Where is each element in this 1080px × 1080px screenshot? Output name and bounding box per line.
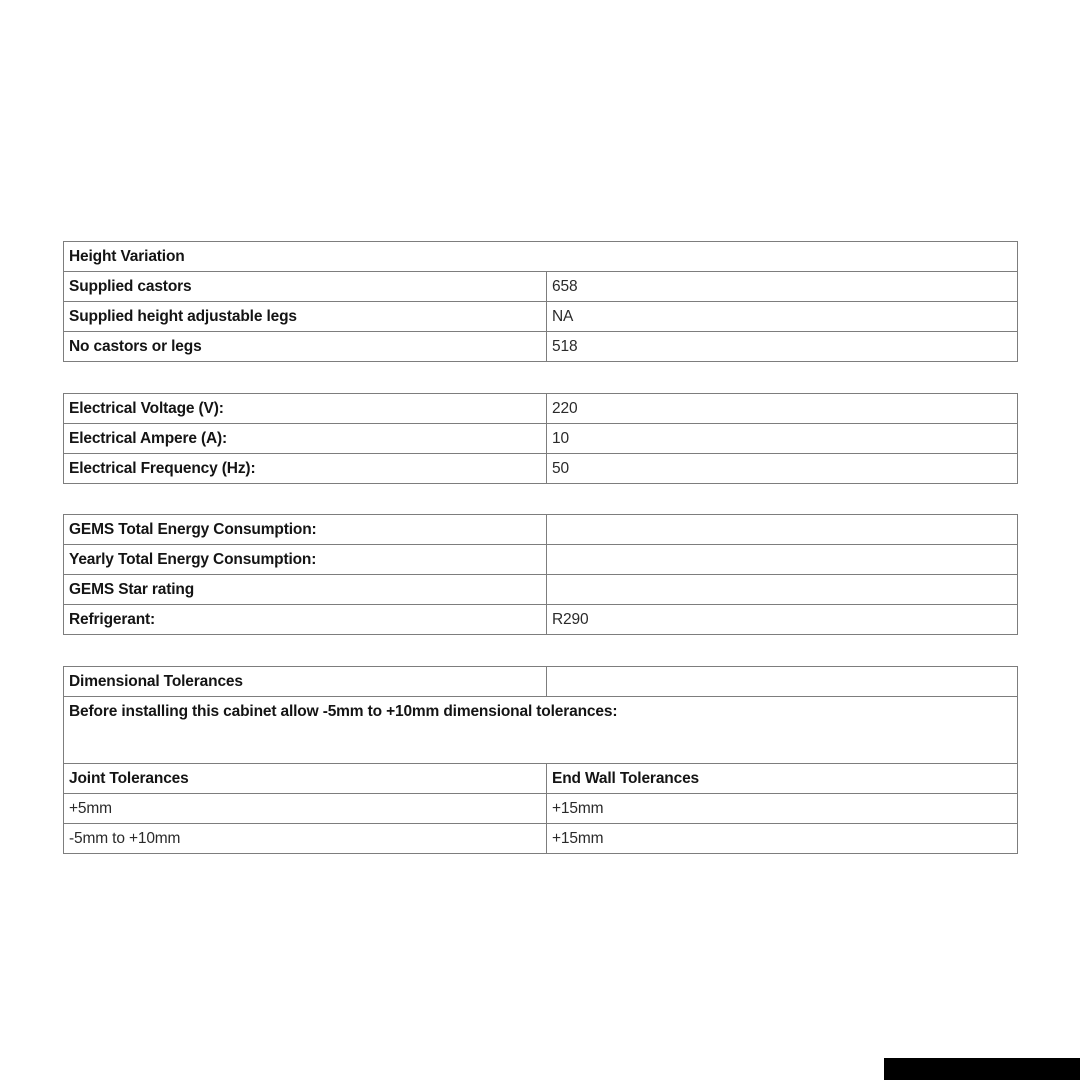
row-label: Supplied castors — [64, 272, 547, 302]
row-value: 50 — [547, 454, 1018, 484]
table-row — [64, 302, 1018, 332]
row-label: GEMS Star rating — [64, 575, 547, 605]
row-label: GEMS Total Energy Consumption: — [64, 515, 547, 545]
table-row — [64, 272, 1018, 302]
table-row — [64, 545, 1018, 575]
row-label: Electrical Ampere (A): — [64, 424, 547, 454]
row-label: No castors or legs — [64, 332, 547, 362]
row-value: 658 — [547, 272, 1018, 302]
table-row — [64, 667, 1018, 697]
row-value — [547, 545, 1018, 575]
electrical-table — [63, 393, 1018, 484]
end-wall-tolerance-value: +15mm — [547, 824, 1018, 854]
table-row — [64, 605, 1018, 635]
joint-tolerance-value: -5mm to +10mm — [64, 824, 547, 854]
row-label: Electrical Voltage (V): — [64, 394, 547, 424]
row-value: 518 — [547, 332, 1018, 362]
table-header-row — [64, 764, 1018, 794]
table-row — [64, 824, 1018, 854]
table-row — [64, 454, 1018, 484]
row-value: NA — [547, 302, 1018, 332]
row-label: Yearly Total Energy Consumption: — [64, 545, 547, 575]
row-label: Refrigerant: — [64, 605, 547, 635]
table-row — [64, 394, 1018, 424]
dimensional-tolerances-title-value — [547, 667, 1018, 697]
row-value — [547, 575, 1018, 605]
end-wall-tolerance-value: +15mm — [547, 794, 1018, 824]
joint-tolerances-header: Joint Tolerances — [64, 764, 547, 794]
table-row — [64, 697, 1018, 764]
row-label: Electrical Frequency (Hz): — [64, 454, 547, 484]
table-row — [64, 242, 1018, 272]
dimensional-tolerances-title: Dimensional Tolerances — [64, 667, 547, 697]
table-row — [64, 575, 1018, 605]
end-wall-tolerances-header: End Wall Tolerances — [547, 764, 1018, 794]
height-variation-title: Height Variation — [64, 242, 1018, 272]
table-row — [64, 424, 1018, 454]
table-row — [64, 332, 1018, 362]
row-value: 10 — [547, 424, 1018, 454]
energy-table — [63, 514, 1018, 635]
table-row — [64, 794, 1018, 824]
table-row — [64, 515, 1018, 545]
row-label: Supplied height adjustable legs — [64, 302, 547, 332]
installation-note: Before installing this cabinet allow -5mm to +10mm dimensional tolerances: — [64, 697, 1018, 764]
joint-tolerance-value: +5mm — [64, 794, 547, 824]
row-value — [547, 515, 1018, 545]
page-footer-black-bar — [884, 1058, 1080, 1080]
dimensional-tolerances-table — [63, 666, 1018, 854]
row-value: R290 — [547, 605, 1018, 635]
height-variation-table — [63, 241, 1018, 362]
row-value: 220 — [547, 394, 1018, 424]
